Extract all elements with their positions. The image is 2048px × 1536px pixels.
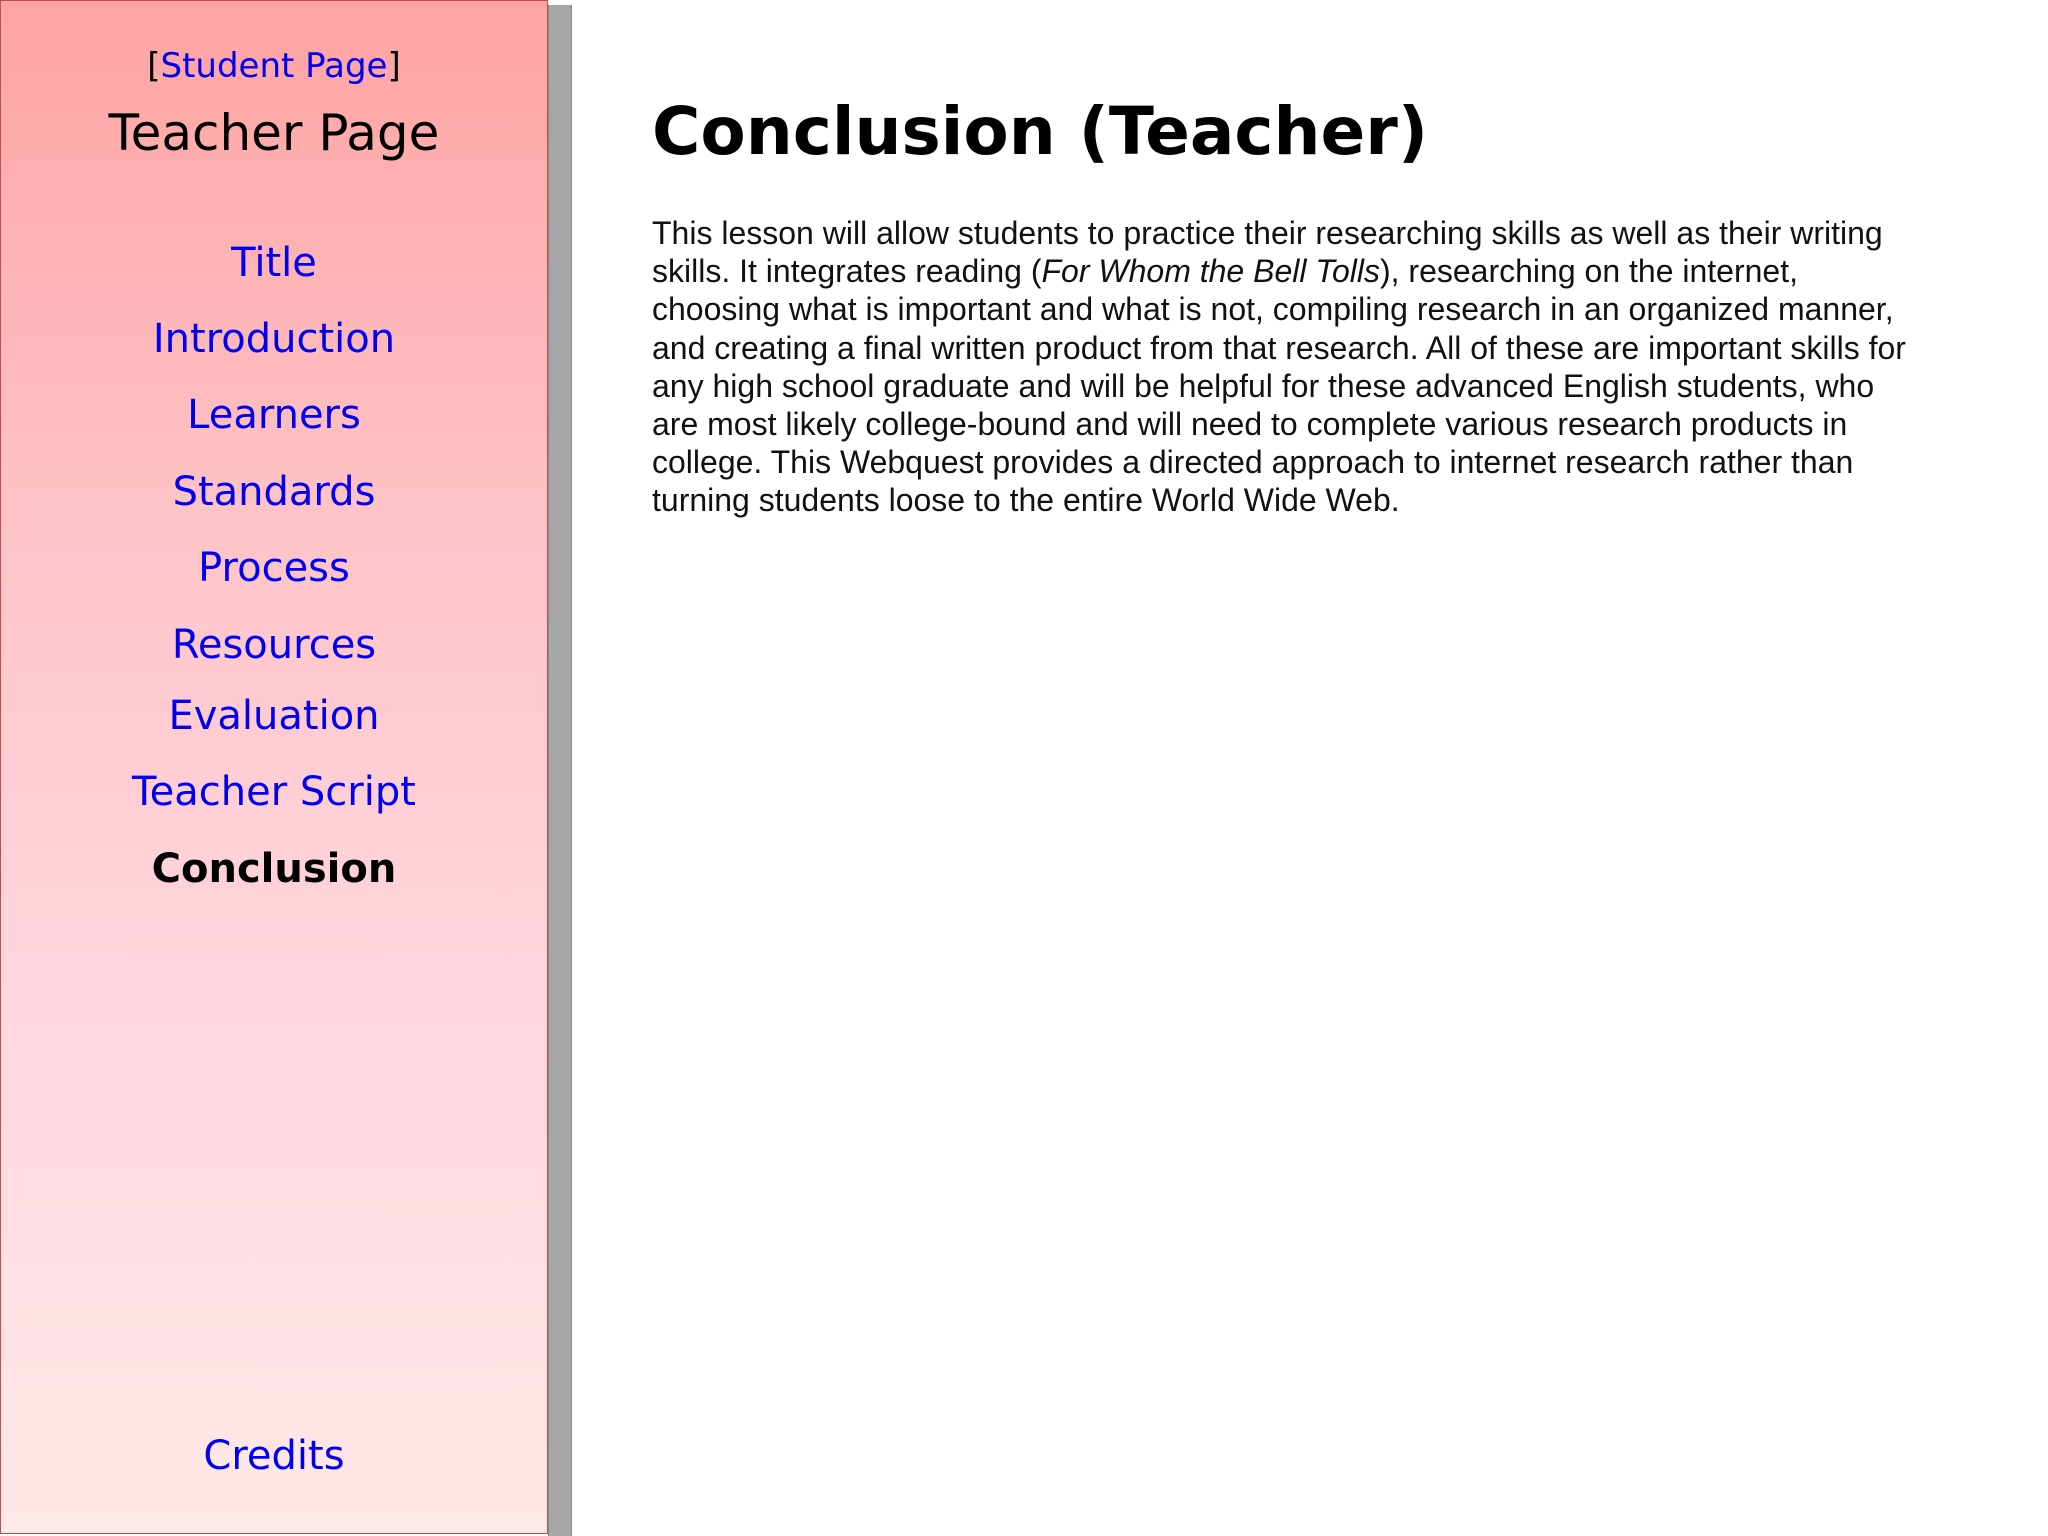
close-bracket: ] — [387, 46, 401, 86]
nav-item-title[interactable]: Title — [231, 240, 317, 286]
paragraph-text-part1: This lesson will allow students to practice their researching skills as well as their writing skills. It integrates reading ( — [652, 215, 1883, 290]
nav-item-teacher-script[interactable]: Teacher Script — [132, 769, 416, 815]
nav-item-introduction[interactable]: Introduction — [152, 316, 396, 362]
nav-item-conclusion-current: Conclusion — [151, 846, 397, 892]
book-title: For Whom the Bell Tolls — [1041, 253, 1380, 290]
nav-item-learners[interactable]: Learners — [187, 392, 361, 438]
sidebar-heading: Teacher Page — [108, 104, 440, 162]
sidebar-shadow-bar — [548, 5, 572, 1536]
nav-item-standards[interactable]: Standards — [172, 469, 376, 515]
student-page-link[interactable]: Student Page — [160, 46, 388, 86]
open-bracket: [ — [147, 46, 161, 86]
nav-item-resources[interactable]: Resources — [171, 622, 377, 668]
nav-item-process[interactable]: Process — [198, 545, 350, 591]
student-page-link-line — [1, 43, 547, 89]
sidebar-nav — [0, 0, 548, 1534]
nav-item-credits[interactable]: Credits — [203, 1433, 345, 1479]
conclusion-paragraph — [652, 214, 1927, 520]
paragraph-text-part2: ), researching on the internet, choosing what is important and what is not, compiling research in an organized manner, and creating a final written product from that research. All of these are important skills for any high school graduate and will be helpful for these advanced English students, who are most likely college-bound and will need to complete various research products in college. This Webquest provides a directed approach to internet research rather than turning students loose to the entire World Wide Web. — [652, 253, 1906, 519]
nav-item-evaluation[interactable]: Evaluation — [168, 693, 380, 739]
main-content — [652, 88, 1952, 520]
page-title: Conclusion (Teacher) — [652, 93, 1429, 170]
